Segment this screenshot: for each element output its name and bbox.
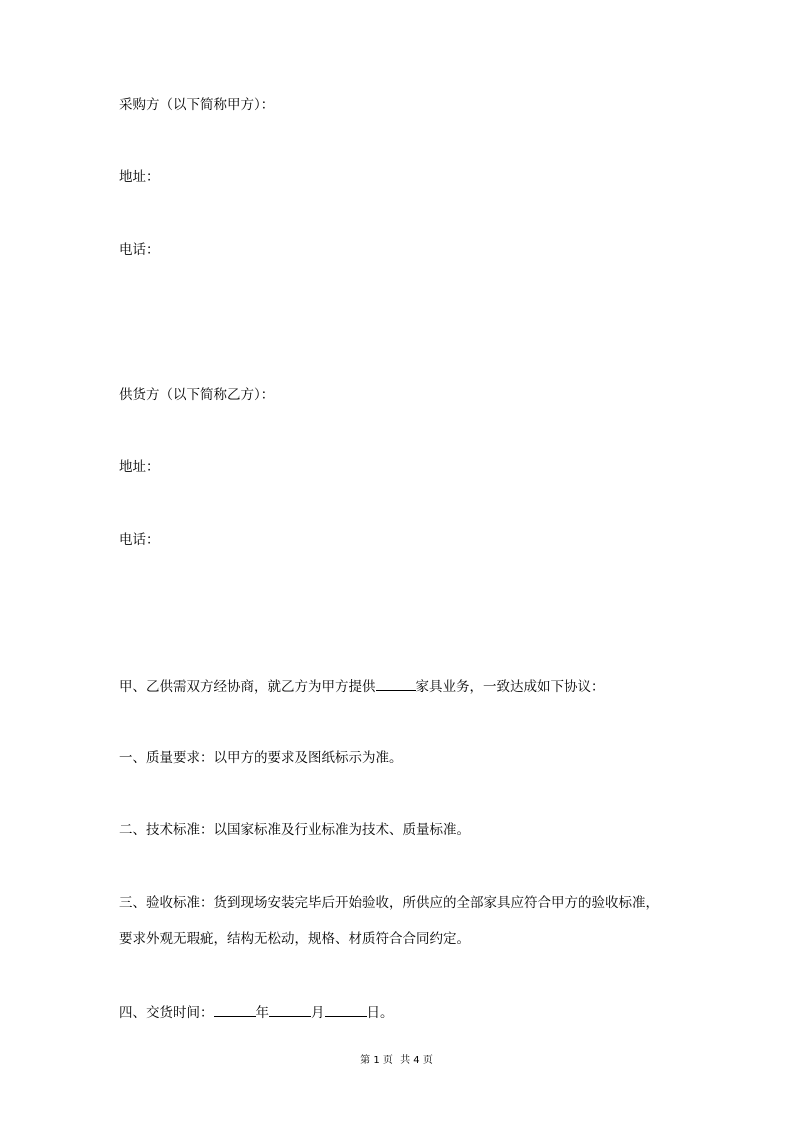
delivery-label: 四、交货时间： (119, 1005, 214, 1021)
clause-technical: 二、技术标准：以国家标准及行业标准为技术、质量标准。 (119, 822, 470, 838)
party-a-phone-label: 电话： (119, 242, 160, 258)
clause-acceptance-line-2: 要求外观无瑕疵，结构无松动，规格、材质符合合同约定。 (119, 931, 470, 947)
page-footer (0, 1054, 793, 1068)
delivery-month-blank (269, 1002, 311, 1017)
intro-text-before: 甲、乙供需双方经协商，就乙方为甲方提供 (119, 679, 376, 695)
intro-text-after: 家具业务，一致达成如下协议： (415, 679, 605, 695)
delivery-day-blank (325, 1002, 367, 1017)
page-number-current: 第 1 页 (360, 1055, 393, 1066)
clause-acceptance-line-1: 三、验收标准：货到现场安装完毕后开始验收，所供应的全部家具应符合甲方的验收标准， (119, 895, 659, 911)
party-b-title: 供货方（以下简称乙方）： (119, 387, 275, 403)
party-b-phone-label: 电话： (119, 532, 160, 548)
party-a-address-label: 地址： (119, 169, 160, 185)
party-a-title: 采购方（以下简称甲方）： (119, 97, 275, 113)
furniture-type-blank (376, 676, 416, 691)
delivery-day-label: 日。 (366, 1005, 394, 1021)
page-number-total: 共 4 页 (400, 1055, 433, 1066)
delivery-month-label: 月 (311, 1005, 325, 1021)
delivery-year-label: 年 (255, 1005, 269, 1021)
clause-quality: 一、质量要求：以甲方的要求及图纸标示为准。 (119, 750, 403, 766)
delivery-year-blank (214, 1002, 256, 1017)
clause-delivery (119, 1002, 394, 1022)
party-b-address-label: 地址： (119, 459, 160, 475)
agreement-intro (119, 676, 605, 696)
